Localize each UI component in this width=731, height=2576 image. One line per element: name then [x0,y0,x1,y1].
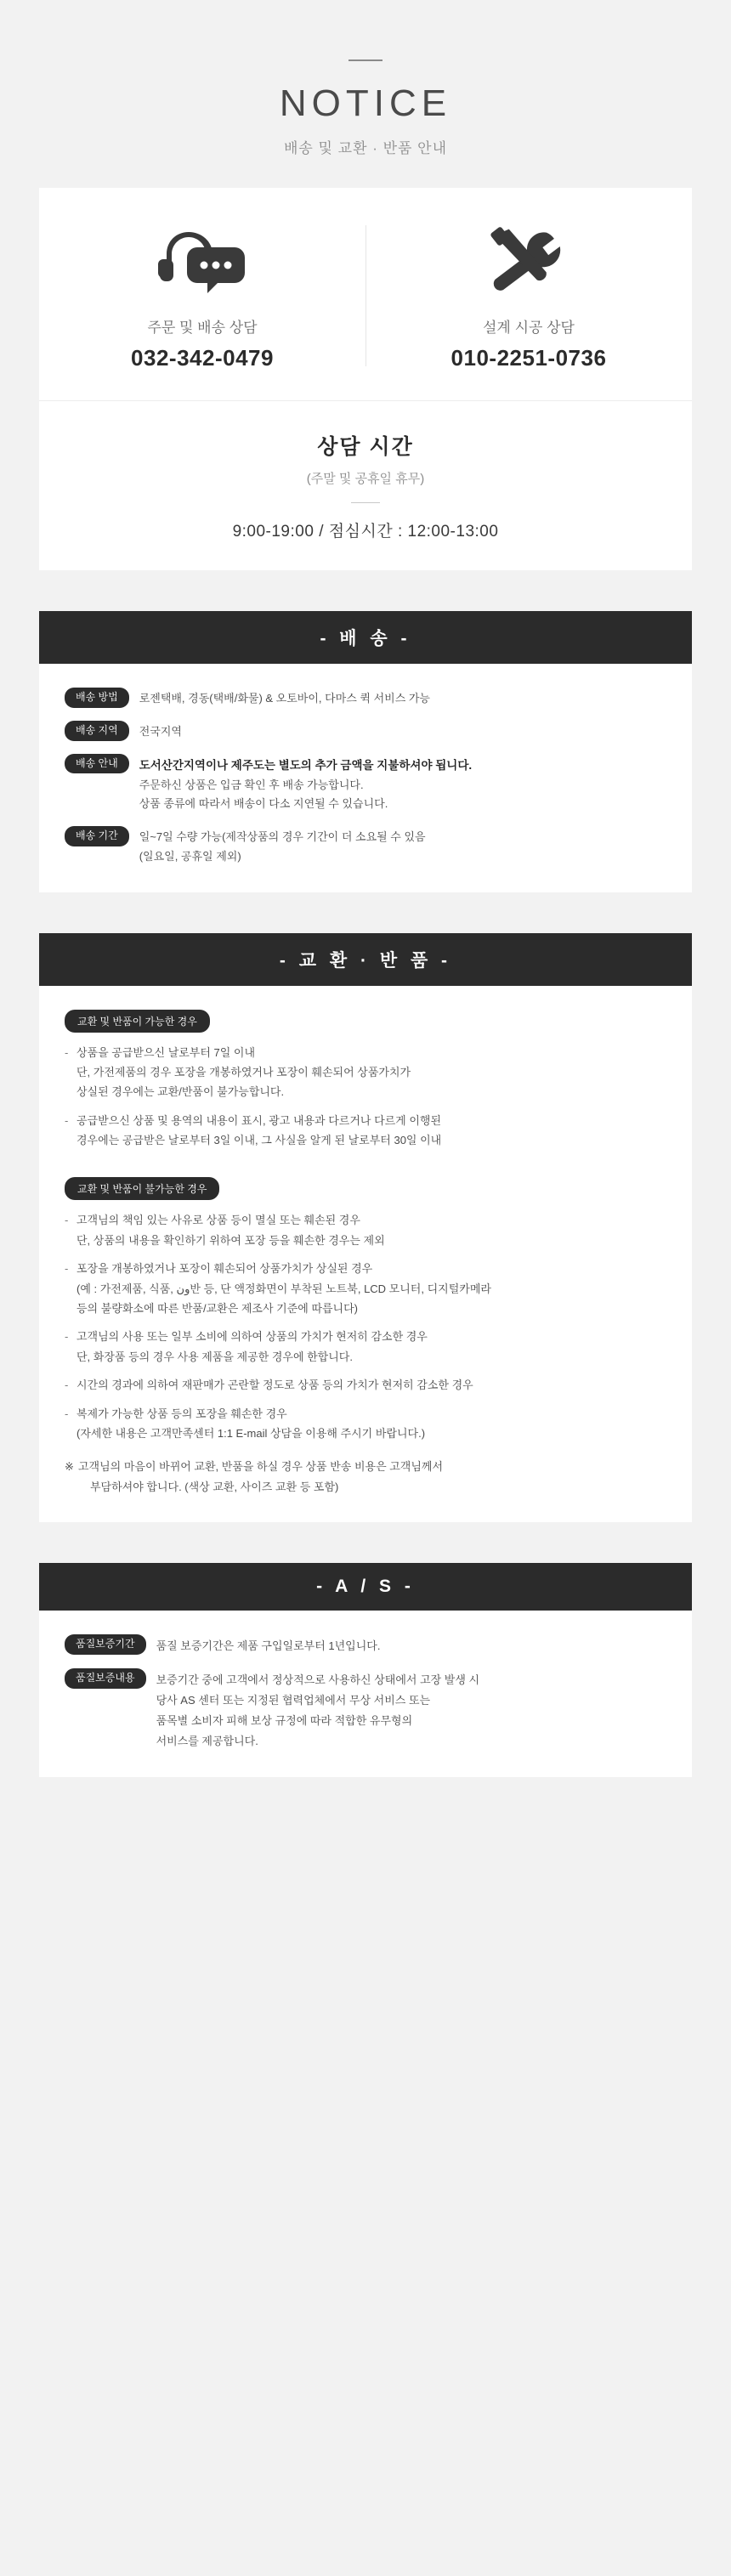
item-sub: (예 : 가전제품, 식품, ون반 등, 단 액정화면이 부착된 노트북, LCD 모니터, 디지털카메라 [76,1282,491,1295]
shipping-row-text [139,721,182,742]
text-line: 상품 종류에 따라서 배송이 다소 지연될 수 있습니다. [139,797,388,811]
as-heading: - A / S - [39,1563,692,1611]
exchange-possible-list [65,1043,666,1151]
shipping-row [65,826,666,867]
note-main: 고객님의 마음이 바뀌어 교환, 반품을 하실 경우 상품 반송 비용은 고객님께서 [78,1460,444,1474]
item-sub: 단, 가전제품의 경우 포장을 개봉하였거나 포장이 훼손되어 상품가치가 [76,1065,411,1079]
item-main: 고객님의 사용 또는 일부 소비에 의하여 상품의 가치가 현저히 감소한 경우 [76,1330,428,1344]
contact-card [39,188,692,570]
list-item [65,1375,666,1395]
list-item [65,1259,666,1318]
hours-detail: 9:00-19:00 / 점심시간 : 12:00-13:00 [232,523,499,541]
shipping-row-text [139,754,472,814]
text-line: 당사 AS 센터 또는 지정된 협력업체에서 무상 서비스 또는 [156,1694,431,1707]
tools-icon [366,220,692,302]
headset-chat-icon [39,220,366,302]
exchange-impossible-list [65,1210,666,1443]
shipping-row [65,754,666,814]
status-badge: 품질보증내용 [65,1668,146,1689]
item-main: 복제가 가능한 상품 등의 포장을 훼손한 경우 [76,1407,287,1420]
contact-row [39,220,692,371]
item-main: 고객님의 책임 있는 사유로 상품 등이 멸실 또는 훼손된 경우 [76,1214,360,1227]
shipping-section [39,611,692,892]
contact-design-construction [366,220,692,371]
shipping-body [39,664,692,892]
status-badge-possible: 교환 및 반품이 가능한 경우 [65,1010,210,1033]
text-line: (일요일, 공휴일 제외) [139,849,241,863]
header-divider [348,59,382,61]
contact-label: 주문 및 배송 상담 [147,320,258,337]
status-badge: 배송 기간 [65,826,129,846]
text-line: 로젠택배, 경동(택배/화물) & 오토바이, 다마스 퀵 서비스 가능 [139,692,430,705]
hours-divider [351,502,380,503]
text-line: 주문하신 상품은 입금 확인 후 배송 가능합니다. [139,778,364,791]
as-body [39,1611,692,1777]
list-item [65,1043,666,1102]
text-line: 전국지역 [139,725,182,739]
contact-number: 010-2251-0736 [450,345,607,371]
page-header [0,0,731,157]
item-sub: (자세한 내용은 고객만족센터 1:1 E-mail 상담을 이용해 주시기 바랍니다.) [76,1426,426,1440]
note-sub: 부담하셔야 합니다. (색상 교환, 사이즈 교환 등 포함) [90,1480,339,1493]
item-main: 시간의 경과에 의하여 재판매가 곤란할 정도로 상품 등의 가치가 현저히 감소한 경우 [76,1379,473,1392]
list-item [65,1327,666,1367]
status-badge: 품질보증기간 [65,1634,146,1655]
hours-title: 상담 시간 [317,435,414,460]
as-row-text [156,1668,480,1752]
contact-number: 032-342-0479 [131,345,274,371]
shipping-row-text [139,826,426,867]
as-row [65,1668,666,1752]
as-row [65,1634,666,1656]
item-main: 공급받으신 상품 및 용역의 내용이 표시, 광고 내용과 다르거나 다르게 이행된 [76,1113,442,1127]
hours-subtitle: (주말 및 공휴일 휴무) [306,472,425,487]
item-main: 상품을 공급받으신 날로부터 7일 이내 [76,1045,256,1059]
exchange-note [65,1457,666,1497]
list-item [65,1404,666,1444]
status-badge-impossible: 교환 및 반품이 불가능한 경우 [65,1177,219,1200]
page-subtitle: 배송 및 교환 · 반품 안내 [283,140,448,157]
text-line: 품목별 소비자 피해 보상 규정에 따라 적합한 유무형의 [156,1714,413,1728]
exchange-body [39,986,692,1523]
consult-hours [39,401,692,541]
exchange-heading: - 교 환 · 반 품 - [39,933,692,986]
text-line: 품질 보증기간은 제품 구입일로부터 1년입니다. [156,1639,381,1653]
shipping-heading: - 배 송 - [39,611,692,664]
shipping-row-text [139,688,430,709]
as-row-text [156,1634,381,1656]
status-badge: 배송 안내 [65,754,129,774]
list-item [65,1111,666,1151]
item-sub: 상실된 경우에는 교환/반품이 불가능합니다. [76,1085,285,1099]
status-badge: 배송 지역 [65,721,129,741]
item-main: 포장을 개봉하였거나 포장이 훼손되어 상품가치가 상실된 경우 [76,1262,373,1276]
as-section [39,1563,692,1777]
item-sub: 단, 상품의 내용을 확인하기 위하여 포장 등을 훼손한 경우는 제외 [76,1233,385,1247]
exchange-section [39,933,692,1523]
item-sub: 단, 화장품 등의 경우 사용 제품을 제공한 경우에 한합니다. [76,1350,353,1363]
text-line-strong: 도서산간지역이나 제주도는 별도의 추가 금액을 지불하셔야 됩니다. [139,758,473,772]
contact-order-shipping [39,220,366,371]
page-title: NOTICE [279,82,452,124]
status-badge: 배송 방법 [65,688,129,708]
text-line: 일~7일 수량 가능(제작상품의 경우 기간이 더 소요될 수 있음 [139,830,426,844]
item-sub: 경우에는 공급받은 날로부터 3일 이내, 그 사실을 알게 된 날로부터 30일 이내 [76,1134,442,1147]
list-item [65,1210,666,1250]
contact-label: 설계 시공 상담 [483,320,575,337]
text-line: 서비스를 제공합니다. [156,1735,258,1748]
shipping-row [65,721,666,742]
item-sub: 등의 불량화소에 따른 반품/교환은 제조사 기준에 따릅니다) [76,1302,359,1316]
shipping-row [65,688,666,709]
text-line: 보증기간 중에 고객에서 정상적으로 사용하신 상태에서 고장 발생 시 [156,1673,480,1687]
